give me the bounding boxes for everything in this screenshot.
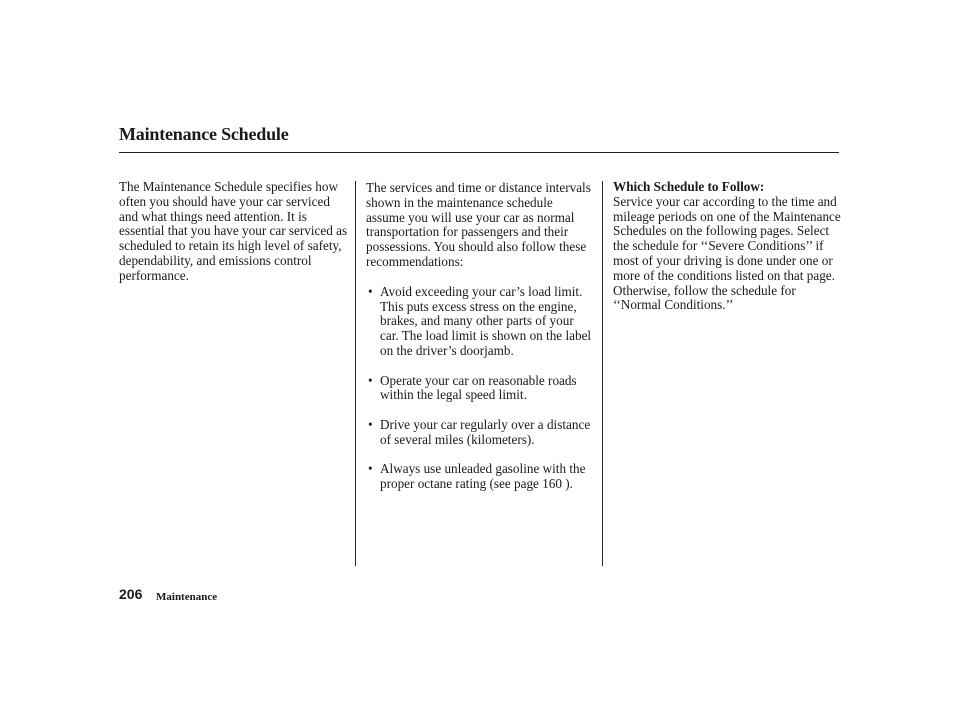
- column-which-schedule: [613, 180, 841, 313]
- page-number: 206: [119, 586, 143, 602]
- list-item-text: Avoid exceeding your car’s load limit. This puts excess stress on the engine, brakes, and many other parts of your car. The load limit is shown on the label on the driver’s doorjamb.: [380, 283, 592, 358]
- recommendations-intro: The services and time or distance intervals shown in the maintenance schedule assume you will use your car as normal transportation for passengers and their possessions. You should also follow these recommendations:: [366, 180, 591, 269]
- bullet-icon: •: [368, 461, 373, 477]
- recommendations-list: [366, 285, 594, 492]
- list-item: [366, 374, 594, 404]
- title-rule: [119, 152, 839, 153]
- list-item: [366, 418, 594, 448]
- list-item-text: Operate your car on reasonable roads within the legal speed limit.: [380, 372, 577, 403]
- column-divider-2: [602, 181, 603, 566]
- list-item: [366, 285, 594, 359]
- which-schedule-paragraph: Service your car according to the time and mileage periods on one of the Maintenance Schedules on the following pages. Select the schedule for ‘‘Severe Conditions’’ if most of your driving is done under one or more of the conditions listed on that page. Otherwise, follow the schedule for ‘‘Normal Conditions.’’: [613, 193, 841, 313]
- column-recommendations: [366, 181, 594, 507]
- column-intro: [119, 180, 349, 284]
- section-heading: Which Schedule to Follow:: [613, 179, 765, 194]
- footer-section-name: Maintenance: [156, 591, 218, 603]
- list-item-text: Always use unleaded gasoline with the proper octane rating (see page 160 ).: [380, 461, 586, 492]
- column-divider-1: [355, 181, 356, 566]
- page-title: Maintenance Schedule: [119, 124, 289, 144]
- bullet-icon: •: [368, 283, 373, 299]
- list-item: [366, 462, 594, 492]
- bullet-icon: •: [368, 372, 373, 388]
- list-item-text: Drive your car regularly over a distance of several miles (kilometers).: [380, 416, 591, 447]
- intro-paragraph: The Maintenance Schedule specifies how often you should have your car serviced and what things need attention. It is essential that you have your car serviced as scheduled to retain its high level of safety, dependability, and emissions control performance.: [119, 179, 348, 283]
- bullet-icon: •: [368, 416, 373, 432]
